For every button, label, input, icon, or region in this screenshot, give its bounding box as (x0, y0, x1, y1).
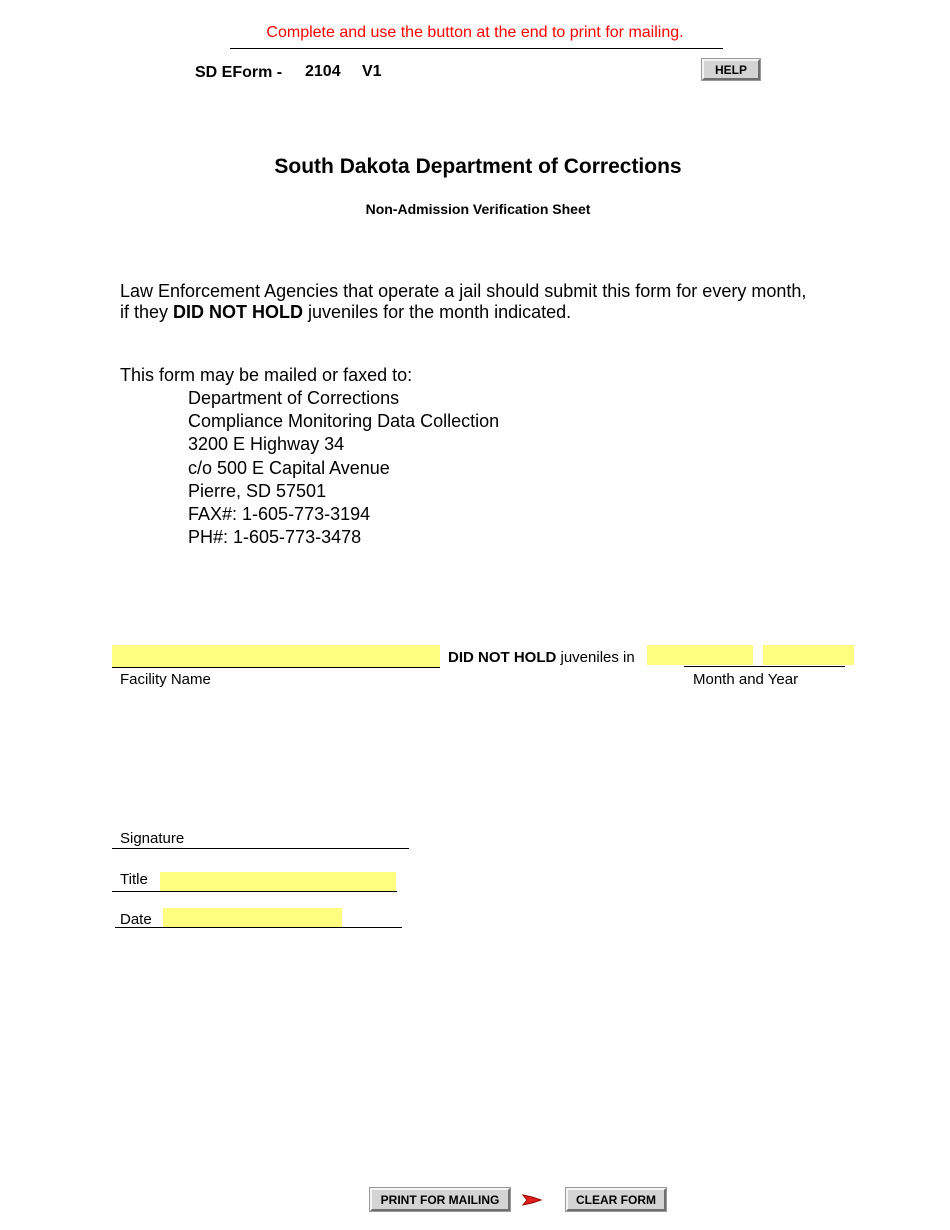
eform-label: SD EForm - (195, 64, 283, 81)
facility-name-input[interactable] (112, 645, 440, 667)
arrow-right-icon (521, 1191, 543, 1209)
print-instruction-notice: Complete and use the button at the end to print for mailing. (266, 24, 684, 41)
page-subtitle: Non-Admission Verification Sheet (365, 201, 591, 217)
date-label: Date (120, 911, 152, 928)
title-underline (112, 891, 397, 892)
address-line: Pierre, SD 57501 (188, 480, 327, 501)
intro-line-2-post: juveniles for the month indicated. (303, 302, 572, 322)
intro-emphasis: DID NOT HOLD (173, 302, 304, 322)
intro-line-2 (120, 302, 860, 323)
year-input[interactable] (763, 645, 854, 665)
did-not-hold-statement (448, 649, 635, 666)
facility-underline (112, 667, 440, 668)
month-year-label: Month and Year (693, 671, 799, 688)
address-line: Compliance Monitoring Data Collection (188, 411, 500, 432)
print-for-mailing-button[interactable]: PRINT FOR MAILING (370, 1188, 510, 1211)
facility-name-label: Facility Name (120, 671, 211, 688)
clear-form-button[interactable]: CLEAR FORM (566, 1188, 666, 1211)
intro-line-2-pre: if they (120, 302, 174, 322)
mailing-lead: This form may be mailed or faxed to: (120, 365, 413, 385)
notice-divider (230, 48, 723, 49)
date-input[interactable] (163, 908, 342, 927)
help-button[interactable]: HELP (702, 59, 760, 80)
signature-line (112, 848, 409, 849)
title-input[interactable] (160, 872, 396, 891)
address-line: 3200 E Highway 34 (188, 434, 345, 455)
mailing-address (188, 387, 499, 549)
did-not-hold-rest: juveniles in (556, 649, 635, 666)
phone-number: PH#: 1-605-773-3478 (188, 527, 362, 548)
address-line: Department of Corrections (188, 388, 400, 408)
fax-number: FAX#: 1-605-773-3194 (188, 504, 371, 525)
eform-version: V1 (362, 63, 382, 80)
address-line: c/o 500 E Capital Avenue (188, 457, 390, 478)
title-label: Title (120, 871, 148, 888)
did-not-hold-emphasis: DID NOT HOLD (448, 649, 557, 666)
signature-label: Signature (120, 830, 185, 847)
page-title: South Dakota Department of Corrections (274, 155, 682, 178)
intro-paragraph (120, 281, 860, 323)
intro-line-1: Law Enforcement Agencies that operate a jail should submit this form for every month, (120, 281, 807, 301)
eform-number: 2104 (305, 63, 341, 80)
month-year-underline (684, 666, 845, 667)
date-underline (115, 927, 402, 928)
month-input[interactable] (647, 645, 753, 665)
